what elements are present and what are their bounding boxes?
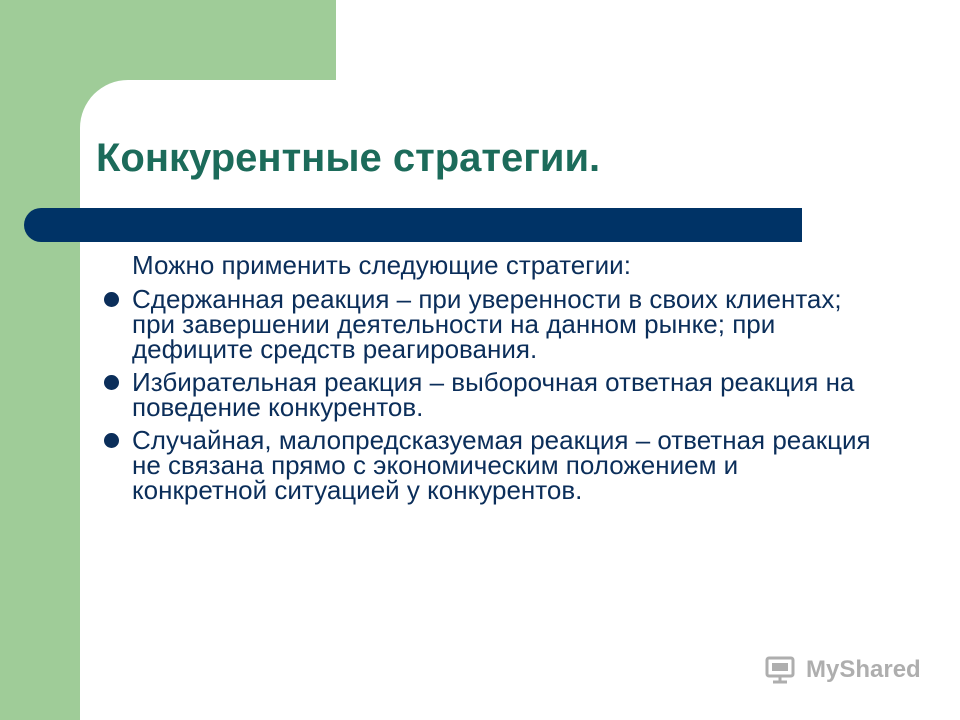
bullet-text: Избирательная реакция – выборочная ответная реакция на поведение конкурентов. <box>132 367 855 422</box>
myshared-watermark <box>764 655 921 685</box>
bullet-item <box>96 425 876 505</box>
presentation-icon <box>764 655 800 685</box>
slide-body <box>96 250 876 511</box>
bullet-text: Сдержанная реакция – при уверенности в своих клиентах; при завершении деятельности на данном рынке; при дефиците средств реагирования. <box>132 284 842 364</box>
bullet-dot-icon <box>104 292 119 307</box>
intro-text: Можно применить следующие стратегии: <box>132 250 631 280</box>
title-underline-bar <box>24 208 802 242</box>
bullet-item <box>96 367 876 422</box>
watermark-text: MyShared <box>806 656 921 683</box>
bullet-dot-icon <box>104 375 119 390</box>
bullet-text: Случайная, малопредсказуемая реакция – ответная реакция не связана прямо с экономическим положением и конкретной ситуацией у конкурентов. <box>132 425 871 505</box>
bullet-list <box>96 284 876 505</box>
bullet-dot-icon <box>104 433 119 448</box>
bullet-item <box>96 284 876 364</box>
slide-title: Конкурентные стратегии. <box>96 136 601 180</box>
